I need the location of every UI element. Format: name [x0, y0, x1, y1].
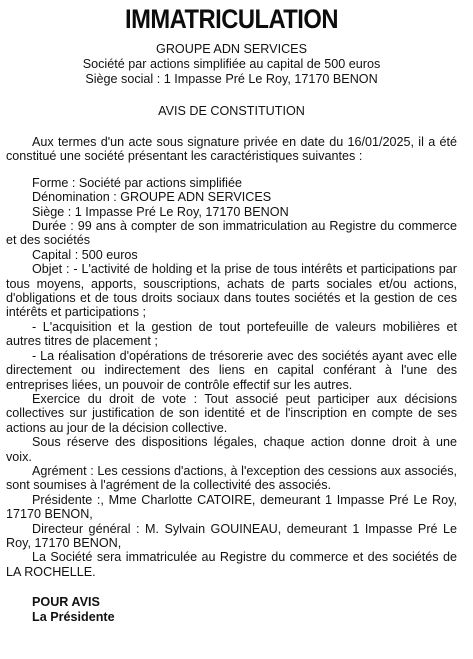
- denomination-line: Dénomination : GROUPE ADN SERVICES: [32, 190, 272, 205]
- pour-avis-label: POUR AVIS: [32, 595, 100, 610]
- notice-body: [6, 135, 457, 579]
- presidente-paragraph: Présidente :, Mme Charlotte CATOIRE, demeurant 1 Impasse Pré Le Roy, 17170 BENON,: [6, 492, 457, 522]
- spacer: [6, 579, 457, 595]
- voting-reserve-line: Sous réserve des dispositions légales, chaque action donne droit à une voix.: [6, 435, 457, 464]
- objet-paragraph: Objet : - L'activité de holding et la prise de tous intérêts et participations par tous moyens, apports, souscriptions, achats de parts sociales et/ou actions, d'obligations et de tous droits sociaux dans toutes sociétés et la gestion de ces intérêts et participations ;: [6, 262, 457, 320]
- spacer: [6, 164, 457, 176]
- company-legal-form: Société par actions simplifiée au capital de 500 euros: [82, 57, 381, 71]
- siege-line: Siège : 1 Impasse Pré Le Roy, 17170 BENON: [32, 204, 289, 219]
- duree-line: Durée : 99 ans à compter de son immatriculation au Registre du commerce et des sociétés: [6, 219, 457, 248]
- registration-paragraph: La Société sera immatriculée au Registre du commerce et des sociétés de LA ROCHELLE.: [6, 550, 457, 579]
- objet-treasury-paragraph: - La réalisation d'opérations de trésorerie avec des sociétés ayant avec elle directement ou indirectement des liens en capital conférant à l'une des entreprises liées, un pouvoir de contrôle effectif sur les autres.: [6, 348, 457, 392]
- company-name: GROUPE ADN SERVICES: [156, 42, 307, 56]
- forme-line: Forme : Société par actions simplifiée: [32, 175, 242, 190]
- intro-paragraph: Aux termes d'un acte sous signature privée en date du 16/01/2025, il a été constitué une société présentant les caractéristiques suivantes :: [6, 135, 457, 164]
- directeur-paragraph: Directeur général : M. Sylvain GOUINEAU, demeurant 1 Impasse Pré Le Roy, 17170 BENON,: [6, 521, 457, 550]
- agrement-paragraph: Agrément : Les cessions d'actions, à l'exception des cessions aux associés, sont soumises à l'agrément de la collectivité des associés.: [6, 463, 457, 493]
- capital-line: Capital : 500 euros: [32, 247, 138, 262]
- notice-category-title: IMMATRICULATION: [125, 4, 338, 34]
- signatory-label: La Présidente: [32, 610, 115, 625]
- company-registered-office: Siège social : 1 Impasse Pré Le Roy, 17170 BENON: [85, 72, 378, 86]
- voting-rights-paragraph: Exercice du droit de vote : Tout associé peut participer aux décisions collectives sur justification de son identité et de l'inscription en compte de ses actions au jour de la décision collective.: [6, 391, 457, 435]
- notice-heading: AVIS DE CONSTITUTION: [158, 104, 305, 118]
- objet-portfolio-paragraph: - L'acquisition et la gestion de tout portefeuille de valeurs mobilières et autres titres de placement ;: [6, 319, 457, 349]
